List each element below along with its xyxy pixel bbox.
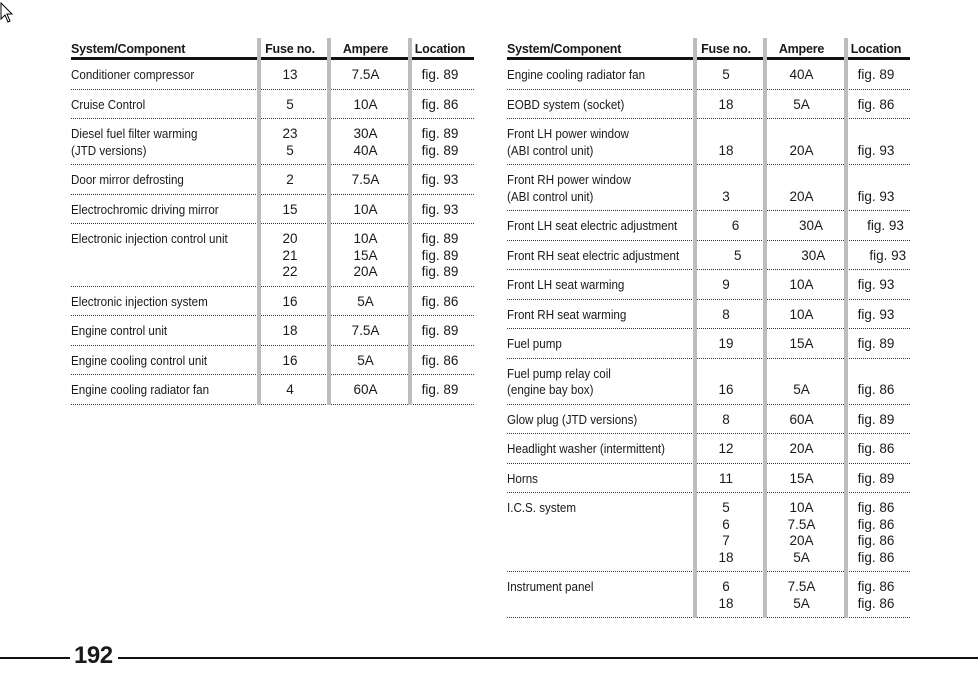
table-row <box>507 405 910 435</box>
location-cell-line: fig. 93 <box>421 172 459 187</box>
footer-rule <box>118 657 978 659</box>
system-line: Electronic injection control unit <box>71 231 228 246</box>
location-cell <box>842 60 910 89</box>
fuse-cell-line: 16 <box>282 293 298 309</box>
system-line: Cruise Control <box>71 96 146 112</box>
fuse-cell-line: 6 <box>722 579 730 594</box>
location-cell <box>406 375 474 404</box>
ampere-cell-line: 20A <box>789 441 814 456</box>
system-line: Front LH seat electric adjustment <box>507 218 678 233</box>
fuse-cell <box>255 316 325 345</box>
fuse-cell <box>691 464 761 493</box>
fuse-cell <box>691 405 761 434</box>
column-divider <box>408 38 412 405</box>
fuse-cell <box>691 165 761 210</box>
ampere-cell-line: 5A <box>793 549 810 565</box>
fuse-cell-line: 19 <box>718 336 734 351</box>
location-cell-line: fig. 89 <box>421 67 459 82</box>
ampere-cell <box>761 270 842 299</box>
ampere-cell <box>761 165 842 210</box>
fuse-cell-line: 21 <box>282 247 298 263</box>
location-cell-line: fig. 89 <box>857 67 895 82</box>
location-cell-line: fig. 86 <box>857 382 895 397</box>
system-cell <box>71 375 233 404</box>
header-system: System/Component <box>71 42 186 56</box>
system-cell <box>71 195 233 224</box>
header-system: System/Component <box>507 42 622 56</box>
fuse-cell-line: 16 <box>718 382 734 397</box>
system-cell <box>507 270 669 299</box>
fuse-cell <box>691 329 761 358</box>
location-cell-line: fig. 89 <box>421 142 459 158</box>
location-cell-line: fig. 89 <box>421 247 459 263</box>
system-line: Headlight washer (intermittent) <box>507 441 666 456</box>
system-line: Door mirror defrosting <box>71 172 184 187</box>
fuse-cell-line: 5 <box>722 500 730 515</box>
location-cell-line: fig. 86 <box>421 352 459 368</box>
location-cell-line: fig. 86 <box>857 96 895 112</box>
ampere-cell-line: 20A <box>789 188 814 204</box>
fuse-cell <box>255 224 325 286</box>
fuse-cell-line: 15 <box>282 201 298 217</box>
ampere-cell <box>761 572 842 617</box>
system-line: (JTD versions) <box>71 142 147 158</box>
ampere-cell-line: 60A <box>353 382 378 397</box>
system-line: Electronic injection system <box>71 293 208 309</box>
fuse-cell-line: 6 <box>731 218 740 233</box>
ampere-cell-line: 7.5A <box>351 67 380 82</box>
location-cell-line: fig. 89 <box>421 382 459 397</box>
ampere-cell <box>325 165 406 194</box>
fuse-table-right <box>507 38 910 618</box>
fuse-cell <box>255 60 325 89</box>
fuse-cell-line: 18 <box>718 142 734 158</box>
system-cell <box>507 464 669 493</box>
fuse-cell-line: 13 <box>282 67 298 82</box>
fuse-cell <box>255 195 325 224</box>
column-divider <box>257 38 261 405</box>
fuse-cell-line: 3 <box>722 188 730 204</box>
header-location: Location <box>414 42 466 56</box>
ampere-cell-line: 7.5A <box>787 579 816 594</box>
system-line: Electrochromic driving mirror <box>71 201 219 217</box>
system-line: (ABI control unit) <box>507 188 594 204</box>
ampere-cell <box>325 316 406 345</box>
table-row <box>507 434 910 464</box>
location-cell <box>842 329 910 358</box>
location-cell-line: fig. 93 <box>857 188 895 204</box>
location-cell-line: fig. 86 <box>421 293 459 309</box>
fuse-cell-line: 23 <box>282 126 298 141</box>
fuse-cell-line: 16 <box>282 352 298 368</box>
ampere-cell-line: 15A <box>789 336 814 351</box>
location-cell <box>842 493 910 571</box>
ampere-cell-line: 5A <box>793 595 810 611</box>
fuse-cell-line: 4 <box>286 382 294 397</box>
fuse-cell <box>255 119 325 164</box>
column-divider <box>327 38 331 405</box>
system-line: Front LH seat warming <box>507 277 625 292</box>
system-cell <box>507 119 669 164</box>
ampere-cell-line: 5A <box>357 293 374 309</box>
fuse-cell <box>255 375 325 404</box>
table-header <box>507 38 910 60</box>
header-ampere: Ampere <box>342 42 389 56</box>
fuse-cell <box>691 359 761 404</box>
system-cell <box>507 434 669 463</box>
fuse-cell <box>701 211 771 240</box>
table-body <box>71 60 474 405</box>
location-cell <box>842 405 910 434</box>
fuse-cell <box>691 270 761 299</box>
ampere-cell-line: 7.5A <box>351 323 380 338</box>
location-cell-line: fig. 93 <box>867 218 904 233</box>
system-line: Engine cooling control unit <box>71 352 208 368</box>
ampere-cell-line: 40A <box>789 67 814 82</box>
system-line: (engine bay box) <box>507 382 594 397</box>
table-row <box>71 119 474 165</box>
table-row <box>71 224 474 287</box>
table-row <box>507 359 910 405</box>
ampere-cell <box>325 60 406 89</box>
location-cell <box>406 90 474 119</box>
fuse-cell-line: 6 <box>722 516 730 532</box>
table-row <box>507 464 910 494</box>
system-line: Front RH power window <box>507 172 631 187</box>
location-cell-line: fig. 89 <box>857 411 895 427</box>
ampere-cell <box>325 90 406 119</box>
fuse-cell-line: 7 <box>722 533 730 548</box>
ampere-cell-line: 30A <box>353 126 378 141</box>
ampere-cell-line: 10A <box>353 201 378 217</box>
ampere-cell <box>761 359 842 404</box>
system-line: Instrument panel <box>507 579 594 594</box>
location-cell <box>406 60 474 89</box>
system-cell <box>507 211 677 240</box>
system-cell <box>507 165 669 210</box>
location-cell-line: fig. 86 <box>857 595 895 611</box>
fuse-cell-line: 18 <box>718 549 734 565</box>
table-body <box>507 60 910 618</box>
fuse-cell-line: 8 <box>722 411 730 427</box>
location-cell <box>842 359 910 404</box>
fuse-cell <box>691 572 761 617</box>
location-cell <box>406 165 474 194</box>
system-cell <box>507 572 669 617</box>
ampere-cell <box>773 241 854 270</box>
table-row <box>71 60 474 90</box>
ampere-cell <box>325 346 406 375</box>
location-cell-line: fig. 86 <box>857 441 895 456</box>
table-row <box>507 270 910 300</box>
fuse-cell-line: 2 <box>286 172 294 187</box>
location-cell-line: fig. 86 <box>421 96 459 112</box>
page-number: 192 <box>74 642 113 669</box>
location-cell <box>852 211 920 240</box>
location-cell-line: fig. 93 <box>869 247 907 263</box>
location-cell-line: fig. 86 <box>857 549 895 565</box>
header-location: Location <box>850 42 902 56</box>
location-cell <box>842 90 910 119</box>
system-line: Conditioner compressor <box>71 67 195 82</box>
system-line: (ABI control unit) <box>507 142 594 158</box>
ampere-cell-line: 60A <box>789 411 814 427</box>
location-cell-line: fig. 89 <box>421 264 459 279</box>
ampere-cell <box>761 434 842 463</box>
fuse-cell-line: 18 <box>718 595 734 611</box>
location-cell <box>406 224 474 286</box>
system-line: Diesel fuel filter warming <box>71 126 198 141</box>
ampere-cell <box>325 375 406 404</box>
table-row <box>507 90 910 120</box>
table-row <box>507 329 910 359</box>
location-cell-line: fig. 86 <box>857 579 895 594</box>
location-cell-line: fig. 93 <box>857 306 895 322</box>
system-line: Glow plug (JTD versions) <box>507 411 638 427</box>
ampere-cell-line: 20A <box>353 264 378 279</box>
location-cell-line: fig. 93 <box>421 201 459 217</box>
ampere-cell <box>761 493 842 571</box>
fuse-table-left <box>71 38 474 405</box>
table-row <box>507 300 910 330</box>
fuse-cell <box>255 346 325 375</box>
system-cell <box>71 119 233 164</box>
table-row <box>507 572 910 618</box>
system-line: Horns <box>507 470 538 486</box>
table-row <box>507 241 910 271</box>
location-cell-line: fig. 89 <box>421 126 459 141</box>
location-cell-line: fig. 86 <box>857 516 895 532</box>
location-cell-line: fig. 93 <box>857 277 895 292</box>
location-cell <box>406 287 474 316</box>
ampere-cell <box>325 224 406 286</box>
fuse-cell-line: 9 <box>722 277 730 292</box>
location-cell <box>842 270 910 299</box>
system-cell <box>71 90 233 119</box>
location-cell <box>842 165 910 210</box>
ampere-cell-line: 10A <box>789 306 814 322</box>
location-cell-line: fig. 89 <box>421 323 459 338</box>
mouse-pointer-icon <box>0 2 14 24</box>
system-line: Engine control unit <box>71 323 168 338</box>
system-cell <box>71 224 233 286</box>
table-row <box>507 119 910 165</box>
fuse-cell <box>255 90 325 119</box>
location-cell <box>842 464 910 493</box>
system-cell <box>507 493 669 571</box>
fuse-cell <box>691 493 761 571</box>
location-cell <box>406 346 474 375</box>
location-cell <box>854 241 922 270</box>
ampere-cell-line: 10A <box>789 500 814 515</box>
fuse-cell-line: 5 <box>722 67 730 82</box>
fuse-cell-line: 5 <box>733 247 742 263</box>
system-cell <box>71 165 233 194</box>
fuse-cell-line: 18 <box>282 323 298 338</box>
column-divider <box>693 38 697 618</box>
ampere-cell-line: 20A <box>789 142 814 158</box>
table-row <box>71 90 474 120</box>
table-row <box>507 493 910 572</box>
ampere-cell-line: 10A <box>789 277 814 292</box>
fuse-cell <box>691 60 761 89</box>
system-cell <box>71 316 233 345</box>
ampere-cell-line: 7.5A <box>787 516 816 532</box>
location-cell-line: fig. 86 <box>857 500 895 515</box>
location-cell <box>406 195 474 224</box>
ampere-cell <box>761 464 842 493</box>
header-fuse: Fuse no. <box>701 42 751 56</box>
system-line: I.C.S. system <box>507 500 576 515</box>
table-row <box>71 316 474 346</box>
ampere-cell-line: 7.5A <box>351 172 380 187</box>
table-row <box>71 375 474 405</box>
header-ampere: Ampere <box>778 42 825 56</box>
table-row <box>71 346 474 376</box>
table-row <box>71 287 474 317</box>
system-cell <box>507 405 669 434</box>
ampere-cell-line: 30A <box>798 218 824 233</box>
table-row <box>71 195 474 225</box>
fuse-cell-line: 11 <box>718 470 733 486</box>
fuse-cell <box>691 434 761 463</box>
ampere-cell <box>761 405 842 434</box>
ampere-cell-line: 10A <box>353 96 378 112</box>
location-cell-line: fig. 89 <box>857 336 895 351</box>
system-line: Engine cooling radiator fan <box>71 382 210 397</box>
location-cell <box>842 572 910 617</box>
ampere-cell-line: 30A <box>801 247 826 263</box>
location-cell <box>406 316 474 345</box>
system-line: Fuel pump <box>507 336 562 351</box>
fuse-cell <box>691 119 761 164</box>
ampere-cell-line: 5A <box>357 352 374 368</box>
footer-rule <box>0 657 70 659</box>
system-cell <box>71 287 233 316</box>
ampere-cell <box>761 329 842 358</box>
fuse-cell <box>255 287 325 316</box>
system-cell <box>507 329 669 358</box>
table-row <box>507 60 910 90</box>
column-divider <box>763 38 767 618</box>
system-cell <box>71 346 233 375</box>
system-cell <box>507 241 679 270</box>
ampere-cell <box>325 287 406 316</box>
ampere-cell-line: 5A <box>793 96 810 112</box>
location-cell <box>406 119 474 164</box>
fuse-cell-line: 22 <box>282 264 298 279</box>
table-row <box>507 211 910 241</box>
system-line: Fuel pump relay coil <box>507 365 611 381</box>
ampere-cell-line: 5A <box>793 382 810 397</box>
fuse-cell-line: 5 <box>286 142 294 158</box>
location-cell <box>842 434 910 463</box>
system-cell <box>507 90 669 119</box>
table-row <box>507 165 910 211</box>
system-cell <box>507 60 669 89</box>
ampere-cell-line: 10A <box>353 231 378 246</box>
fuse-cell-line: 12 <box>718 441 734 456</box>
ampere-cell-line: 20A <box>789 533 814 548</box>
ampere-cell <box>761 60 842 89</box>
fuse-cell <box>691 300 761 329</box>
location-cell <box>842 300 910 329</box>
ampere-cell-line: 15A <box>353 247 378 263</box>
ampere-cell <box>761 300 842 329</box>
fuse-cell-line: 8 <box>722 306 730 322</box>
location-cell-line: fig. 93 <box>857 142 895 158</box>
location-cell-line: fig. 86 <box>857 533 895 548</box>
location-cell <box>842 119 910 164</box>
location-cell-line: fig. 89 <box>857 470 895 486</box>
header-fuse: Fuse no. <box>265 42 315 56</box>
system-cell <box>507 359 669 404</box>
fuse-cell <box>255 165 325 194</box>
system-line: Front RH seat electric adjustment <box>507 247 680 263</box>
ampere-cell <box>761 90 842 119</box>
system-cell <box>507 300 669 329</box>
ampere-cell <box>325 195 406 224</box>
ampere-cell-line: 40A <box>353 142 378 158</box>
system-cell <box>71 60 233 89</box>
system-line: Front LH power window <box>507 126 629 141</box>
system-line: EOBD system (socket) <box>507 96 625 112</box>
fuse-cell-line: 5 <box>286 96 294 112</box>
ampere-cell-line: 15A <box>789 470 814 486</box>
ampere-cell <box>761 119 842 164</box>
ampere-cell <box>325 119 406 164</box>
system-line: Engine cooling radiator fan <box>507 67 646 82</box>
location-cell-line: fig. 89 <box>421 231 459 246</box>
ampere-cell <box>771 211 852 240</box>
fuse-cell-line: 20 <box>282 231 298 246</box>
system-line: Front RH seat warming <box>507 306 627 322</box>
fuse-cell-line: 18 <box>718 96 734 112</box>
column-divider <box>844 38 848 618</box>
table-row <box>71 165 474 195</box>
fuse-cell <box>691 90 761 119</box>
table-header <box>71 38 474 60</box>
